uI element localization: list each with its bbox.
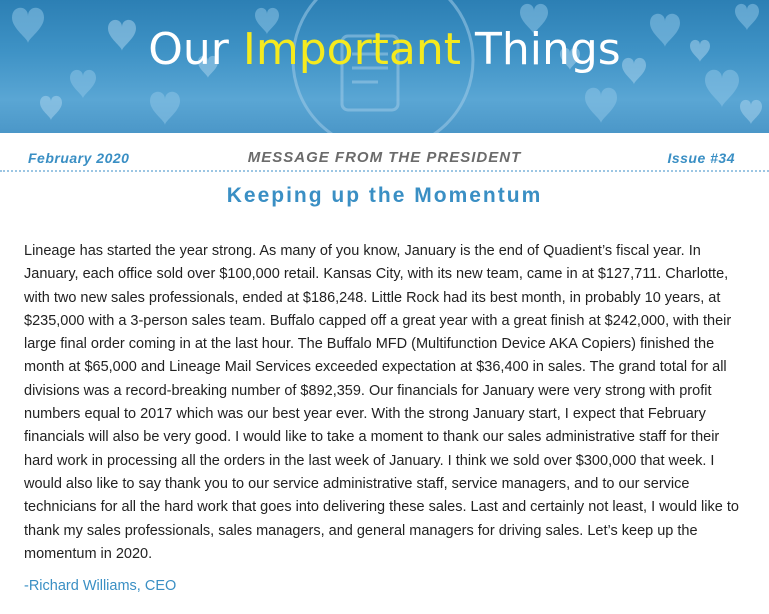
title-highlight: Important — [242, 24, 462, 75]
title-part1: Our — [148, 24, 243, 75]
issue-date: February 2020 — [28, 150, 130, 166]
section-title: MESSAGE FROM THE PRESIDENT — [247, 149, 522, 166]
signature: -Richard Williams, CEO — [24, 578, 177, 594]
article-body: Lineage has started the year strong. As many of you know, January is the end of Quadient’s fiscal year. In January, each office sold over $100,000 retail. Kansas City, with its new team, came in at $127,711. Charlotte, with two new sales professionals, ended at $186,248. Little Rock had its best month, in probably 10 years, at $235,000 with a 3-person sales team. Buffalo capped off a great year with a great finish at $242,000, with their large final order coming in at the last hour. The Buffalo MFD (Multifunction Device AKA Copiers) finished the month at $65,000 and Lineage Mail Services exceeded expectation at $36,400 in sales. The grand total for all divisions was a record-breaking number of $892,359. Our financials for January were very strong with profit numbers equal to 2017 which was our best year ever. With the strong January start, I expect that February financials will also be very good. I would like to take a moment to thank our sales administrative staff for their hard work in processing all the orders in the last week of January. I think we sold over $300,000 that week. I would also like to say thank you to our service administrative staff, service managers, and to our service technicians for all the hard work that goes into delivering these sales. Last and certainly not least, I would like to thank my sales professionals, sales managers, and general managers for driving sales. Let’s keep up the momentum in 2020. — [24, 243, 739, 562]
info-bar — [0, 133, 769, 172]
article-headline: Keeping up the Momentum — [226, 184, 543, 207]
dotted-divider — [0, 170, 769, 172]
page-title — [0, 24, 769, 75]
header-banner — [0, 0, 769, 133]
title-part2: Things — [461, 24, 621, 75]
issue-number: Issue #34 — [667, 150, 735, 166]
